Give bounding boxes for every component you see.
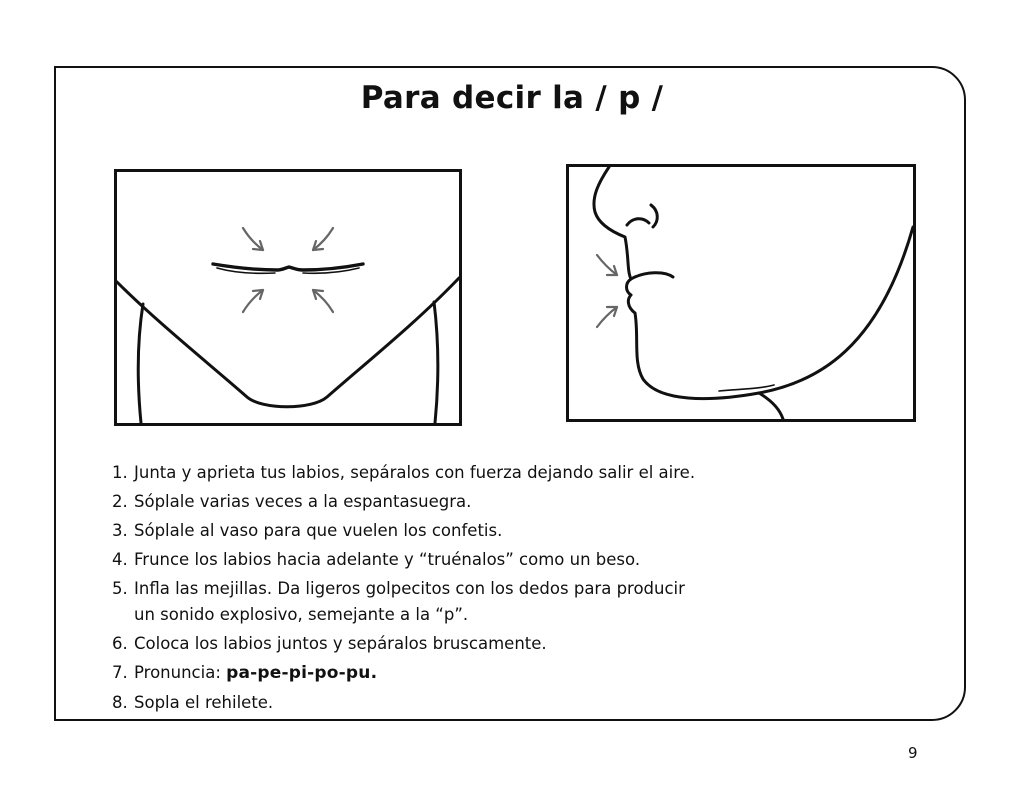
side-view-drawing: [569, 167, 913, 419]
step-number: 2.: [112, 492, 128, 511]
list-item: [112, 487, 912, 516]
face-profile: [594, 167, 913, 399]
step-text: Sóplale al vaso para que vuelen los confetis.: [134, 521, 503, 540]
lip-line: [631, 273, 673, 279]
step-text: Infla las mejillas. Da ligeros golpecitos con los dedos para producir: [134, 579, 685, 598]
step-text: Frunce los labios hacia adelante y “truénalos” como un beso.: [134, 550, 641, 569]
page-number: 9: [908, 744, 918, 762]
step-number: 8.: [112, 693, 128, 712]
list-item: [112, 629, 912, 658]
practice-syllables: pa-pe-pi-po-pu.: [226, 663, 378, 683]
list-item: [112, 688, 912, 717]
step-text: Sóplale varias veces a la espantasuegra.: [134, 492, 472, 511]
nostril: [627, 219, 649, 225]
list-item: [112, 574, 912, 629]
list-item: [112, 658, 912, 688]
list-item: [112, 516, 912, 545]
list-item: [112, 545, 912, 574]
step-text: Junta y aprieta tus labios, sepáralos con fuerza dejando salir el aire.: [134, 463, 696, 482]
pressure-arrows-side: [597, 255, 617, 327]
step-text-continuation: un sonido explosivo, semejante a la “p”.: [134, 605, 469, 624]
step-text: Coloca los labios juntos y sepáralos bruscamente.: [134, 634, 547, 653]
step-number: 3.: [112, 521, 128, 540]
front-view-drawing: [117, 172, 459, 423]
instruction-list: [112, 458, 912, 717]
jaw-line: [117, 278, 459, 407]
neck-right: [434, 302, 438, 423]
list-item: [112, 458, 912, 487]
step-number: 1.: [112, 463, 128, 482]
page-title: Para decir la / p /: [360, 80, 664, 116]
side-view-illustration: [566, 164, 916, 422]
step-text: Pronuncia:: [134, 663, 227, 682]
closed-lips: [213, 264, 363, 270]
neck-left: [138, 304, 143, 423]
step-number: 4.: [112, 550, 128, 569]
step-number: 5.: [112, 579, 128, 598]
front-view-illustration: [114, 169, 462, 426]
step-text: Sopla el rehilete.: [134, 693, 274, 712]
step-number: 7.: [112, 663, 128, 682]
step-number: 6.: [112, 634, 128, 653]
